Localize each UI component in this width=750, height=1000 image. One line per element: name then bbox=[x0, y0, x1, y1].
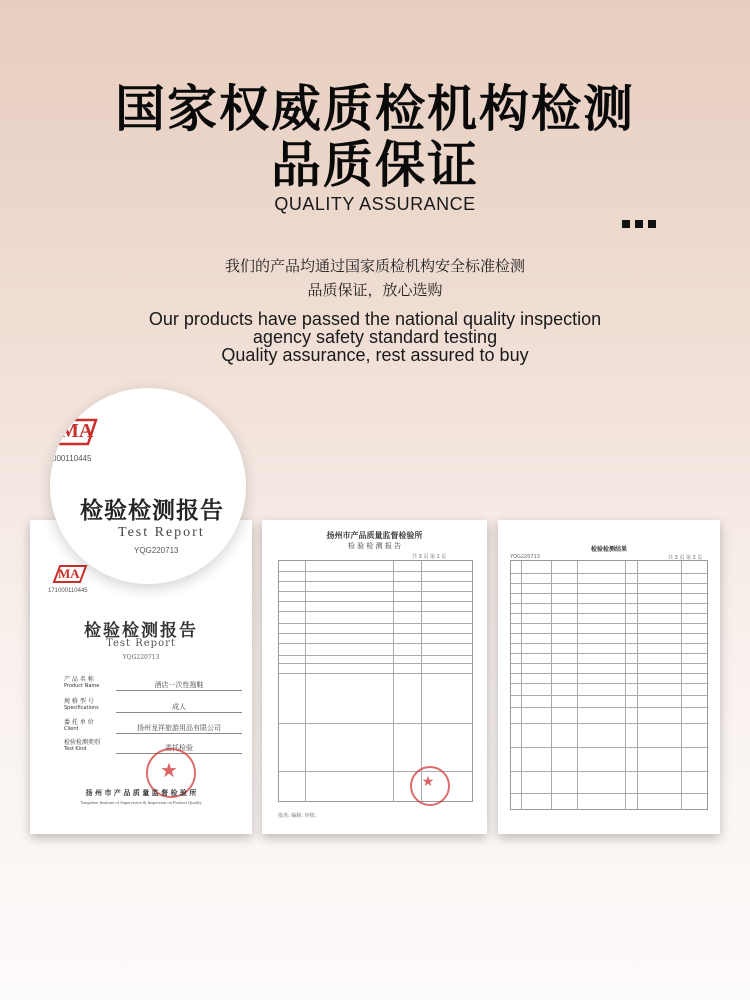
page2-seal-star-icon: ★ bbox=[421, 774, 435, 790]
institute-name-zh: 扬 州 市 产 品 质 量 监 督 检 验 所 bbox=[85, 788, 197, 797]
description-en-line3: Quality assurance, rest assured to buy bbox=[221, 345, 529, 365]
report-page3-page: 共 3 页 第 3 页 bbox=[668, 555, 703, 561]
certificate-number: 171000110445 bbox=[48, 588, 88, 594]
report-number: YQG220713 bbox=[122, 654, 160, 661]
report-title-zh: 检验检测报告 bbox=[84, 621, 198, 641]
subtitle: QUALITY ASSURANCE bbox=[274, 194, 476, 214]
report-page2-header: 扬州市产品质量监督检验所 bbox=[326, 531, 423, 540]
field-label-client-en: Client bbox=[64, 726, 79, 732]
field-value-kind: 委托检验 bbox=[116, 743, 242, 754]
field-label-product-en: Product Name bbox=[64, 683, 100, 689]
description-zh-line2: 品质保证，放心选购 bbox=[307, 281, 443, 299]
report-detail-document bbox=[262, 520, 487, 834]
description-zh-line1: 我们的产品均通过国家质检机构安全标准检测 bbox=[224, 257, 525, 275]
magnifier-cma-mark: MA bbox=[60, 420, 94, 442]
field-value-spec: 成人 bbox=[116, 702, 242, 713]
results-table bbox=[510, 560, 708, 810]
test-results-document bbox=[498, 520, 720, 834]
cma-mark: MA bbox=[58, 566, 80, 581]
decorative-dots bbox=[622, 220, 656, 228]
report-page2-table bbox=[278, 560, 473, 802]
field-label-client-zh: 委 托 单 位 bbox=[64, 719, 94, 726]
report-page3-number: YQG220713 bbox=[510, 554, 540, 560]
field-value-client: 扬州龙祥旅游用品有限公司 bbox=[116, 723, 242, 734]
report-title-en: Test Report bbox=[106, 638, 176, 649]
field-value-product: 酒店一次性拖鞋 bbox=[116, 680, 242, 691]
report-page2-footer: 批准: 编制: 审核: bbox=[278, 813, 317, 819]
headline-line1: 国家权威质检机构检测 bbox=[115, 80, 635, 138]
field-label-product-zh: 产 品 名 称 bbox=[64, 676, 94, 683]
institute-name-en: Yangzhou Institute of Supervision & Inspection on Product Quality bbox=[80, 800, 202, 805]
seal-star-icon: ★ bbox=[160, 758, 178, 782]
magnifier-circle bbox=[50, 388, 246, 584]
magnifier-report-number: YQG220713 bbox=[134, 546, 179, 555]
field-label-spec-en: Specifications bbox=[64, 705, 99, 711]
magnifier-cert-number: 000110445 bbox=[52, 454, 92, 463]
report-page3-title: 检验检测结果 bbox=[590, 546, 627, 553]
report-page2-title: 检 验 检 测 报 告 bbox=[347, 542, 402, 550]
magnifier-title-zh: 检验检测报告 bbox=[80, 497, 224, 524]
field-label-kind-en: Test Kind bbox=[64, 746, 87, 752]
report-page2-page: 共 3 页 第 1 页 bbox=[412, 554, 447, 560]
description-en-line2: agency safety standard testing bbox=[252, 327, 498, 347]
headline-line2: 品质保证 bbox=[271, 136, 479, 194]
field-label-kind-zh: 检验检测类别 bbox=[64, 739, 101, 746]
description-en-line1: Our products have passed the national quality inspection bbox=[148, 309, 602, 329]
magnifier-title-en: Test Report bbox=[118, 525, 205, 540]
field-label-spec-zh: 规 格 型 号 bbox=[64, 698, 94, 705]
